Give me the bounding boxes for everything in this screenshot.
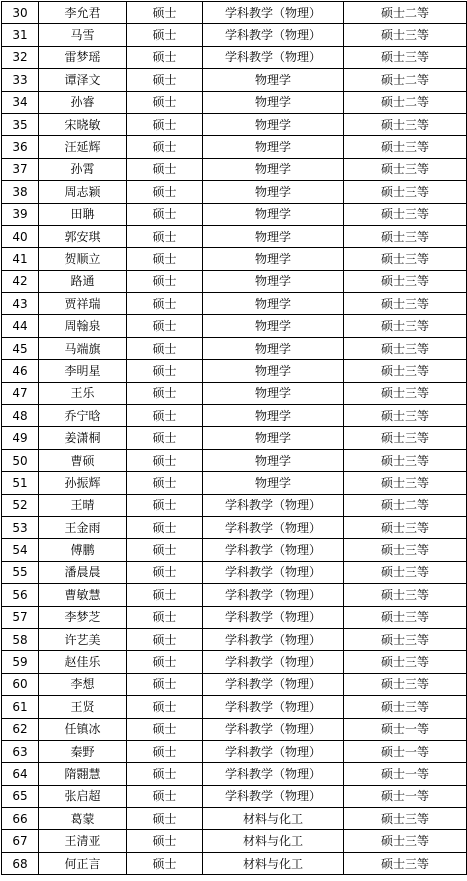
table-row xyxy=(2,584,467,606)
award-level-cell: 硕士三等 xyxy=(344,852,467,874)
table-row xyxy=(2,696,467,718)
table-row xyxy=(2,91,467,113)
student-name-cell: 张启超 xyxy=(39,785,127,807)
student-name-cell: 马雪 xyxy=(39,24,127,46)
major-cell: 学科教学（物理） xyxy=(203,673,344,695)
table-row xyxy=(2,337,467,359)
student-name-cell: 王清亚 xyxy=(39,830,127,852)
award-level-cell: 硕士三等 xyxy=(344,516,467,538)
row-number-cell: 51 xyxy=(2,472,39,494)
student-name-cell: 许艺美 xyxy=(39,628,127,650)
award-level-cell: 硕士二等 xyxy=(344,69,467,91)
degree-cell: 硕士 xyxy=(127,360,203,382)
student-name-cell: 秦野 xyxy=(39,740,127,762)
degree-cell: 硕士 xyxy=(127,449,203,471)
degree-cell: 硕士 xyxy=(127,606,203,628)
table-row xyxy=(2,2,467,24)
major-cell: 学科教学（物理） xyxy=(203,740,344,762)
table-row xyxy=(2,315,467,337)
award-level-cell: 硕士三等 xyxy=(344,337,467,359)
degree-cell: 硕士 xyxy=(127,584,203,606)
major-cell: 学科教学（物理） xyxy=(203,606,344,628)
student-name-cell: 葛蒙 xyxy=(39,808,127,830)
award-level-cell: 硕士三等 xyxy=(344,606,467,628)
row-number-cell: 63 xyxy=(2,740,39,762)
degree-cell: 硕士 xyxy=(127,136,203,158)
table-row xyxy=(2,852,467,874)
award-level-cell: 硕士三等 xyxy=(344,270,467,292)
major-cell: 物理学 xyxy=(203,405,344,427)
row-number-cell: 66 xyxy=(2,808,39,830)
table-row xyxy=(2,808,467,830)
student-name-cell: 郭安琪 xyxy=(39,225,127,247)
award-level-cell: 硕士三等 xyxy=(344,539,467,561)
award-level-cell: 硕士三等 xyxy=(344,181,467,203)
table-row xyxy=(2,69,467,91)
major-cell: 学科教学（物理） xyxy=(203,785,344,807)
award-list-table xyxy=(1,1,467,875)
table-row xyxy=(2,360,467,382)
degree-cell: 硕士 xyxy=(127,427,203,449)
table-row xyxy=(2,24,467,46)
degree-cell: 硕士 xyxy=(127,91,203,113)
row-number-cell: 67 xyxy=(2,830,39,852)
student-name-cell: 何正言 xyxy=(39,852,127,874)
major-cell: 物理学 xyxy=(203,382,344,404)
degree-cell: 硕士 xyxy=(127,561,203,583)
table-row xyxy=(2,405,467,427)
table-row xyxy=(2,225,467,247)
major-cell: 学科教学（物理） xyxy=(203,516,344,538)
major-cell: 物理学 xyxy=(203,427,344,449)
table-row xyxy=(2,494,467,516)
row-number-cell: 33 xyxy=(2,69,39,91)
award-level-cell: 硕士三等 xyxy=(344,24,467,46)
table-row xyxy=(2,651,467,673)
student-name-cell: 孙振辉 xyxy=(39,472,127,494)
table-row xyxy=(2,628,467,650)
major-cell: 物理学 xyxy=(203,270,344,292)
student-name-cell: 马端旗 xyxy=(39,337,127,359)
table-row xyxy=(2,46,467,68)
major-cell: 物理学 xyxy=(203,315,344,337)
major-cell: 学科教学（物理） xyxy=(203,628,344,650)
award-level-cell: 硕士三等 xyxy=(344,472,467,494)
award-level-cell: 硕士三等 xyxy=(344,360,467,382)
row-number-cell: 46 xyxy=(2,360,39,382)
student-name-cell: 曹硕 xyxy=(39,449,127,471)
degree-cell: 硕士 xyxy=(127,158,203,180)
student-name-cell: 李允君 xyxy=(39,2,127,24)
major-cell: 物理学 xyxy=(203,449,344,471)
row-number-cell: 42 xyxy=(2,270,39,292)
table-row xyxy=(2,718,467,740)
table-row xyxy=(2,472,467,494)
student-name-cell: 王贤 xyxy=(39,696,127,718)
award-level-cell: 硕士三等 xyxy=(344,203,467,225)
award-level-cell: 硕士三等 xyxy=(344,293,467,315)
award-level-cell: 硕士三等 xyxy=(344,561,467,583)
award-level-cell: 硕士三等 xyxy=(344,248,467,270)
student-name-cell: 宋晓敏 xyxy=(39,113,127,135)
major-cell: 学科教学（物理） xyxy=(203,539,344,561)
degree-cell: 硕士 xyxy=(127,181,203,203)
award-level-cell: 硕士三等 xyxy=(344,651,467,673)
major-cell: 物理学 xyxy=(203,337,344,359)
row-number-cell: 56 xyxy=(2,584,39,606)
degree-cell: 硕士 xyxy=(127,472,203,494)
major-cell: 材料与化工 xyxy=(203,808,344,830)
row-number-cell: 37 xyxy=(2,158,39,180)
table-row xyxy=(2,382,467,404)
row-number-cell: 45 xyxy=(2,337,39,359)
major-cell: 学科教学（物理） xyxy=(203,2,344,24)
major-cell: 学科教学（物理） xyxy=(203,24,344,46)
award-level-cell: 硕士二等 xyxy=(344,494,467,516)
row-number-cell: 65 xyxy=(2,785,39,807)
row-number-cell: 53 xyxy=(2,516,39,538)
row-number-cell: 34 xyxy=(2,91,39,113)
award-level-cell: 硕士三等 xyxy=(344,427,467,449)
degree-cell: 硕士 xyxy=(127,852,203,874)
student-name-cell: 王乐 xyxy=(39,382,127,404)
table-row xyxy=(2,763,467,785)
table-row xyxy=(2,113,467,135)
major-cell: 物理学 xyxy=(203,136,344,158)
student-name-cell: 曹敏慧 xyxy=(39,584,127,606)
major-cell: 物理学 xyxy=(203,69,344,91)
row-number-cell: 36 xyxy=(2,136,39,158)
award-level-cell: 硕士一等 xyxy=(344,763,467,785)
row-number-cell: 43 xyxy=(2,293,39,315)
award-level-cell: 硕士三等 xyxy=(344,696,467,718)
award-level-cell: 硕士三等 xyxy=(344,225,467,247)
student-name-cell: 贾祥瑞 xyxy=(39,293,127,315)
student-name-cell: 周志颖 xyxy=(39,181,127,203)
student-name-cell: 任镇冰 xyxy=(39,718,127,740)
degree-cell: 硕士 xyxy=(127,673,203,695)
major-cell: 物理学 xyxy=(203,360,344,382)
table-body xyxy=(2,2,467,875)
table-row xyxy=(2,539,467,561)
major-cell: 物理学 xyxy=(203,472,344,494)
student-name-cell: 潘晨晨 xyxy=(39,561,127,583)
table-row xyxy=(2,740,467,762)
degree-cell: 硕士 xyxy=(127,763,203,785)
table-row xyxy=(2,181,467,203)
major-cell: 物理学 xyxy=(203,293,344,315)
row-number-cell: 50 xyxy=(2,449,39,471)
row-number-cell: 39 xyxy=(2,203,39,225)
table-row xyxy=(2,673,467,695)
award-level-cell: 硕士三等 xyxy=(344,405,467,427)
degree-cell: 硕士 xyxy=(127,539,203,561)
major-cell: 物理学 xyxy=(203,225,344,247)
degree-cell: 硕士 xyxy=(127,785,203,807)
row-number-cell: 61 xyxy=(2,696,39,718)
award-level-cell: 硕士三等 xyxy=(344,315,467,337)
student-name-cell: 王金雨 xyxy=(39,516,127,538)
major-cell: 学科教学（物理） xyxy=(203,696,344,718)
award-level-cell: 硕士三等 xyxy=(344,449,467,471)
award-level-cell: 硕士三等 xyxy=(344,113,467,135)
table-row xyxy=(2,158,467,180)
major-cell: 物理学 xyxy=(203,181,344,203)
row-number-cell: 64 xyxy=(2,763,39,785)
student-name-cell: 傅鹏 xyxy=(39,539,127,561)
award-level-cell: 硕士一等 xyxy=(344,740,467,762)
major-cell: 学科教学（物理） xyxy=(203,46,344,68)
student-name-cell: 贺顺立 xyxy=(39,248,127,270)
row-number-cell: 47 xyxy=(2,382,39,404)
major-cell: 学科教学（物理） xyxy=(203,651,344,673)
row-number-cell: 59 xyxy=(2,651,39,673)
award-level-cell: 硕士二等 xyxy=(344,2,467,24)
table-row xyxy=(2,270,467,292)
row-number-cell: 52 xyxy=(2,494,39,516)
degree-cell: 硕士 xyxy=(127,203,203,225)
degree-cell: 硕士 xyxy=(127,651,203,673)
row-number-cell: 62 xyxy=(2,718,39,740)
award-level-cell: 硕士一等 xyxy=(344,785,467,807)
row-number-cell: 60 xyxy=(2,673,39,695)
row-number-cell: 57 xyxy=(2,606,39,628)
degree-cell: 硕士 xyxy=(127,337,203,359)
degree-cell: 硕士 xyxy=(127,405,203,427)
student-name-cell: 赵佳乐 xyxy=(39,651,127,673)
table-row xyxy=(2,293,467,315)
row-number-cell: 32 xyxy=(2,46,39,68)
major-cell: 学科教学（物理） xyxy=(203,561,344,583)
award-level-cell: 硕士三等 xyxy=(344,46,467,68)
degree-cell: 硕士 xyxy=(127,718,203,740)
award-level-cell: 硕士三等 xyxy=(344,382,467,404)
major-cell: 物理学 xyxy=(203,203,344,225)
award-level-cell: 硕士一等 xyxy=(344,718,467,740)
award-level-cell: 硕士三等 xyxy=(344,136,467,158)
award-level-cell: 硕士二等 xyxy=(344,91,467,113)
student-name-cell: 路通 xyxy=(39,270,127,292)
major-cell: 学科教学（物理） xyxy=(203,584,344,606)
student-name-cell: 周翰泉 xyxy=(39,315,127,337)
degree-cell: 硕士 xyxy=(127,24,203,46)
award-level-cell: 硕士三等 xyxy=(344,628,467,650)
award-level-cell: 硕士三等 xyxy=(344,584,467,606)
degree-cell: 硕士 xyxy=(127,382,203,404)
degree-cell: 硕士 xyxy=(127,740,203,762)
student-name-cell: 田聃 xyxy=(39,203,127,225)
major-cell: 物理学 xyxy=(203,248,344,270)
major-cell: 物理学 xyxy=(203,113,344,135)
table-row xyxy=(2,516,467,538)
degree-cell: 硕士 xyxy=(127,270,203,292)
degree-cell: 硕士 xyxy=(127,696,203,718)
row-number-cell: 68 xyxy=(2,852,39,874)
student-name-cell: 李梦芝 xyxy=(39,606,127,628)
student-name-cell: 谭泽文 xyxy=(39,69,127,91)
row-number-cell: 38 xyxy=(2,181,39,203)
degree-cell: 硕士 xyxy=(127,808,203,830)
degree-cell: 硕士 xyxy=(127,494,203,516)
major-cell: 物理学 xyxy=(203,158,344,180)
award-level-cell: 硕士三等 xyxy=(344,158,467,180)
table-row xyxy=(2,136,467,158)
degree-cell: 硕士 xyxy=(127,830,203,852)
award-level-cell: 硕士三等 xyxy=(344,830,467,852)
degree-cell: 硕士 xyxy=(127,225,203,247)
award-level-cell: 硕士三等 xyxy=(344,808,467,830)
student-name-cell: 雷梦瑶 xyxy=(39,46,127,68)
row-number-cell: 41 xyxy=(2,248,39,270)
row-number-cell: 48 xyxy=(2,405,39,427)
row-number-cell: 40 xyxy=(2,225,39,247)
table-row xyxy=(2,427,467,449)
student-name-cell: 李明星 xyxy=(39,360,127,382)
student-name-cell: 隋翾慧 xyxy=(39,763,127,785)
student-name-cell: 孙霄 xyxy=(39,158,127,180)
student-name-cell: 乔宁晗 xyxy=(39,405,127,427)
degree-cell: 硕士 xyxy=(127,315,203,337)
student-name-cell: 王晴 xyxy=(39,494,127,516)
major-cell: 物理学 xyxy=(203,91,344,113)
table-row xyxy=(2,203,467,225)
degree-cell: 硕士 xyxy=(127,293,203,315)
award-level-cell: 硕士三等 xyxy=(344,673,467,695)
row-number-cell: 35 xyxy=(2,113,39,135)
row-number-cell: 58 xyxy=(2,628,39,650)
degree-cell: 硕士 xyxy=(127,69,203,91)
major-cell: 材料与化工 xyxy=(203,852,344,874)
table-row xyxy=(2,449,467,471)
degree-cell: 硕士 xyxy=(127,113,203,135)
table-row xyxy=(2,561,467,583)
table-row xyxy=(2,606,467,628)
degree-cell: 硕士 xyxy=(127,628,203,650)
student-name-cell: 汪延辉 xyxy=(39,136,127,158)
major-cell: 学科教学（物理） xyxy=(203,763,344,785)
student-name-cell: 李想 xyxy=(39,673,127,695)
degree-cell: 硕士 xyxy=(127,2,203,24)
row-number-cell: 49 xyxy=(2,427,39,449)
student-name-cell: 孙睿 xyxy=(39,91,127,113)
degree-cell: 硕士 xyxy=(127,516,203,538)
table-row xyxy=(2,830,467,852)
student-name-cell: 姜潇桐 xyxy=(39,427,127,449)
degree-cell: 硕士 xyxy=(127,248,203,270)
table-row xyxy=(2,785,467,807)
degree-cell: 硕士 xyxy=(127,46,203,68)
major-cell: 材料与化工 xyxy=(203,830,344,852)
major-cell: 学科教学（物理） xyxy=(203,494,344,516)
row-number-cell: 44 xyxy=(2,315,39,337)
row-number-cell: 31 xyxy=(2,24,39,46)
row-number-cell: 30 xyxy=(2,2,39,24)
major-cell: 学科教学（物理） xyxy=(203,718,344,740)
table-row xyxy=(2,248,467,270)
row-number-cell: 55 xyxy=(2,561,39,583)
row-number-cell: 54 xyxy=(2,539,39,561)
